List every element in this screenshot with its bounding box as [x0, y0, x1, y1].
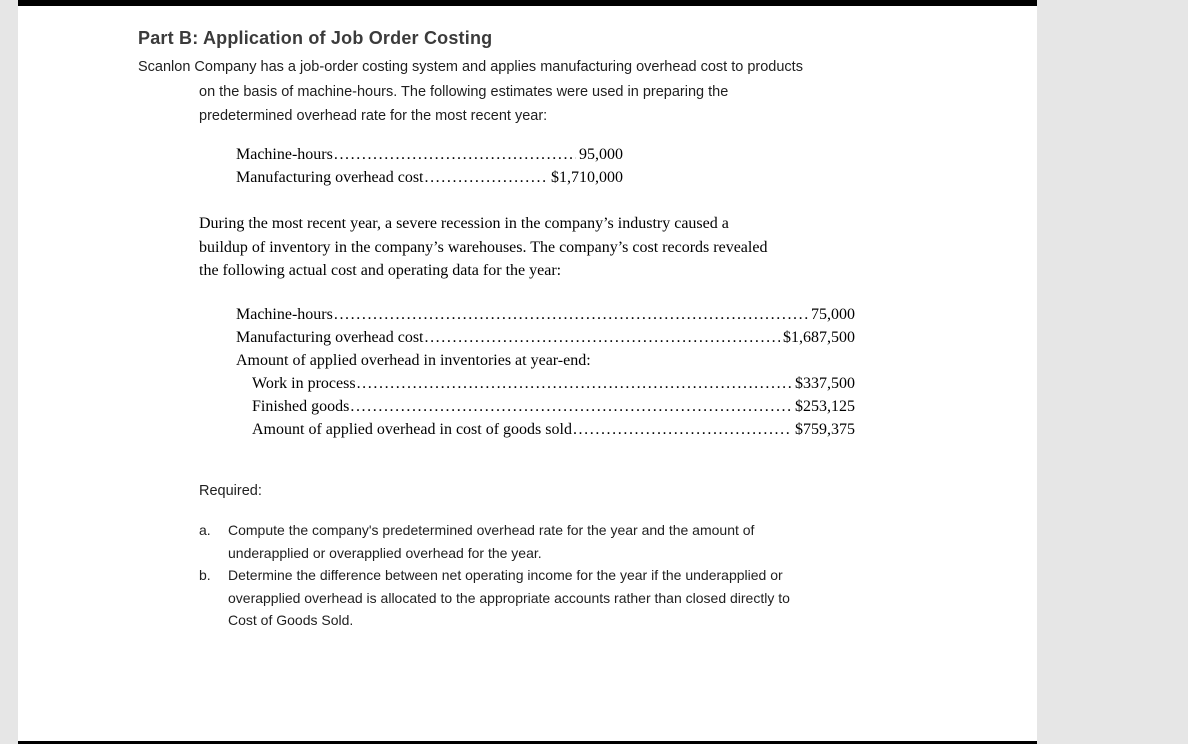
intro-line: on the basis of machine-hours. The following estimates were used in preparing the	[199, 83, 729, 100]
table-row	[236, 306, 855, 329]
row-label: Manufacturing overhead cost	[236, 329, 424, 346]
page-title: Part B: Application of Job Order Costing	[138, 28, 493, 49]
table-row	[236, 146, 623, 169]
row-label: Amount of applied overhead in inventories at year-end:	[236, 352, 591, 369]
row-value: $253,125	[795, 398, 855, 415]
intro-paragraph	[18, 55, 1037, 129]
actuals-table	[236, 306, 855, 444]
page-top-edge-bar	[18, 0, 1037, 6]
list-item-text	[228, 519, 959, 564]
list-item-marker: a.	[199, 522, 211, 538]
narrative-line: the following actual cost and operating data for the year:	[199, 262, 562, 279]
intro-line: predetermined overhead rate for the most recent year:	[199, 108, 548, 124]
table-row	[236, 329, 855, 352]
narrative-paragraph	[199, 212, 767, 283]
required-list	[199, 519, 959, 632]
document-page	[18, 0, 1037, 744]
dot-leader	[357, 375, 792, 393]
list-item-line: Cost of Goods Sold.	[228, 612, 354, 629]
estimates-table	[236, 146, 623, 192]
row-label: Amount of applied overhead in cost of goods sold	[252, 421, 572, 438]
row-label: Work in process	[252, 375, 356, 392]
row-label: Manufacturing overhead cost	[236, 169, 424, 186]
dot-leader	[350, 398, 792, 416]
list-item	[199, 564, 959, 632]
dot-leader	[424, 329, 780, 347]
narrative-line: During the most recent year, a severe recession in the company’s industry caused a	[199, 215, 729, 232]
row-value: $1,687,500	[783, 329, 855, 346]
list-item-marker: b.	[199, 567, 211, 584]
row-value: $759,375	[795, 421, 855, 438]
table-row	[236, 421, 855, 444]
dot-leader	[334, 146, 576, 164]
list-item	[199, 519, 959, 564]
list-item-line: underapplied or overapplied overhead for the year.	[228, 544, 542, 561]
list-item-text	[228, 564, 959, 632]
narrative-line: buildup of inventory in the company’s warehouses. The company’s cost records revealed	[199, 238, 768, 256]
row-label: Finished goods	[252, 398, 350, 415]
table-row	[236, 169, 623, 192]
dot-leader	[334, 306, 808, 324]
dot-leader	[573, 421, 792, 439]
required-heading: Required:	[199, 483, 262, 499]
dot-leader	[424, 169, 548, 187]
intro-line: Scanlon Company has a job-order costing system and applies manufacturing overhead cost to products	[138, 59, 803, 75]
list-item-line: Compute the company's predetermined overhead rate for the year and the amount of	[228, 522, 755, 538]
row-value: 95,000	[579, 146, 623, 163]
row-value: 75,000	[811, 306, 855, 323]
table-row	[236, 352, 855, 375]
row-value: $337,500	[795, 375, 855, 392]
row-label: Machine-hours	[236, 146, 333, 163]
list-item-line: overapplied overhead is allocated to the appropriate accounts rather than closed directly to	[228, 589, 790, 606]
table-row	[236, 398, 855, 421]
table-row	[236, 375, 855, 398]
list-item-line: Determine the difference between net operating income for the year if the underapplied or	[228, 567, 783, 584]
row-label: Machine-hours	[236, 306, 333, 323]
row-value: $1,710,000	[551, 169, 623, 186]
